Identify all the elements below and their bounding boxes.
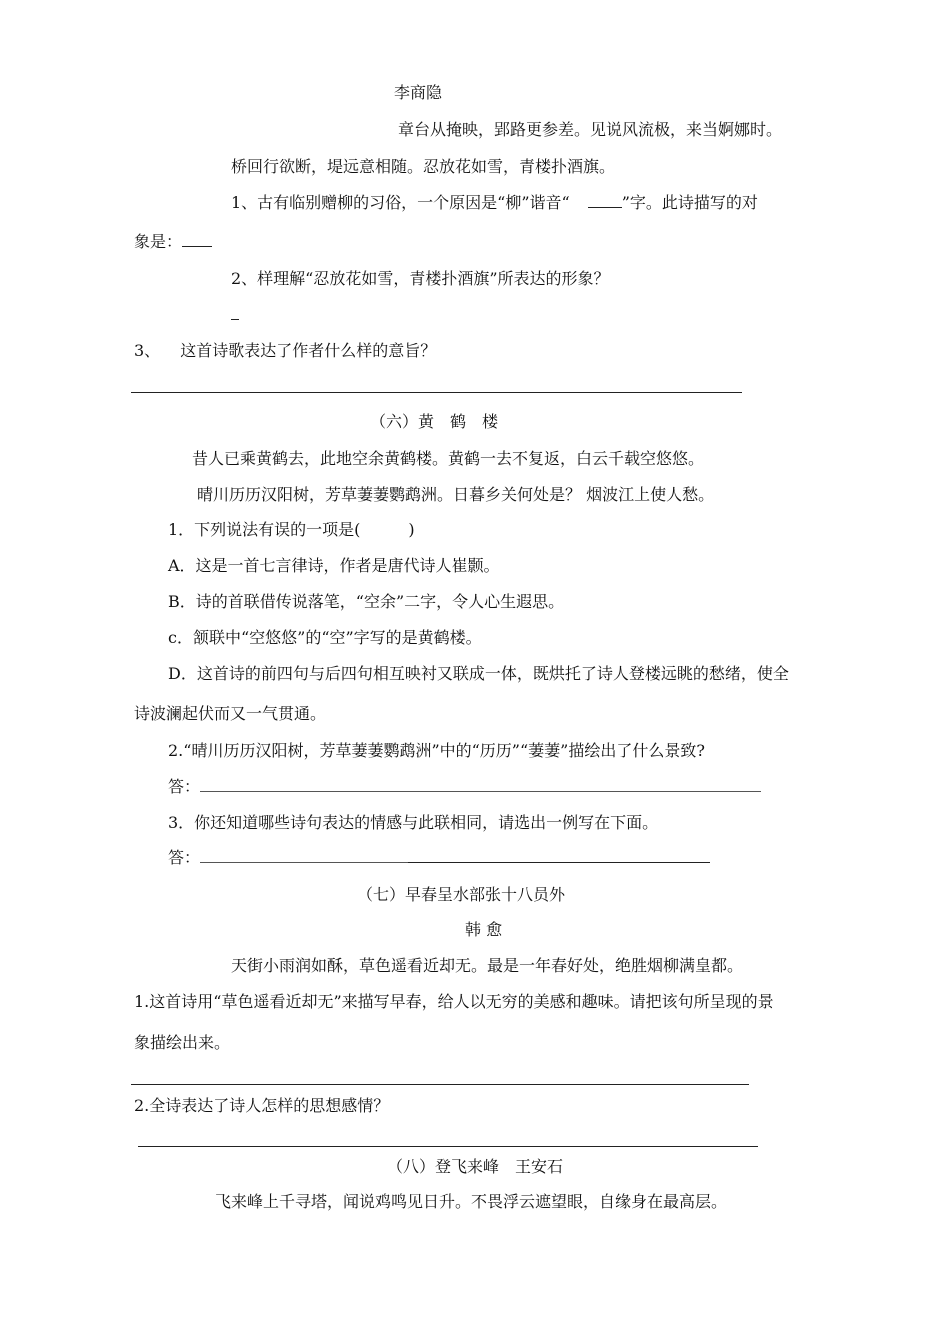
poem6-question-3: 3．你还知道哪些诗句表达的情感与此联相同，请选出一例写在下面。 — [168, 813, 659, 832]
poem7-question-2: 2.全诗表达了诗人怎样的思想感情？ — [134, 1096, 390, 1115]
poem6-q2-answer — [168, 777, 761, 797]
poem6-title: （六）黄 鹤 楼 — [370, 412, 499, 431]
answer-blank[interactable] — [231, 305, 239, 320]
poem5-line1: 章台从掩映，郢路更参差。见说风流极，来当婀娜时。 — [398, 120, 783, 139]
poem6-option-d-cont: 诗波澜起伏而又一气贯通。 — [134, 704, 327, 723]
poem5-question-1 — [231, 193, 758, 213]
poem7-line1: 天街小雨润如酥，草色遥看近却无。最是一年春好处，绝胜烟柳满皇都。 — [231, 956, 744, 975]
poem5-question-2: 2、样理解“忍放花如雪，青楼扑酒旗”所表达的形象？ — [231, 269, 610, 288]
poem6-q3-answer — [168, 848, 710, 868]
poem6-line2: 晴川历历汉阳树，芳草萋萋鹦鹉洲。日暮乡关何处是？ 烟波江上使人愁。 — [197, 485, 715, 504]
poem6-option-c: c．颔联中“空悠悠”的“空”字写的是黄鹤楼。 — [168, 628, 482, 647]
poem8-line1: 飞来峰上千寻塔，闻说鸡鸣见日升。不畏浮云遮望眼，自缘身在最高层。 — [215, 1192, 728, 1211]
poem6-option-b: B．诗的首联借传说落笔，“空余”二字，令人心生遐思。 — [168, 592, 565, 611]
poem6-question-1: 1．下列说法有误的一项是( ) — [168, 520, 415, 539]
poem5-question-3 — [134, 341, 436, 361]
answer-blank[interactable] — [588, 193, 622, 208]
poem5-question-1-cont — [134, 232, 212, 252]
poem7-question-1: 1.这首诗用“草色遥看近却无”来描写早春，给人以无穷的美感和趣味。请把该句所呈现的景 — [134, 992, 774, 1011]
poem6-line1: 昔人已乘黄鹤去，此地空余黄鹤楼。黄鹤一去不复返，白云千载空悠悠。 — [192, 449, 705, 468]
poem6-option-a: A．这是一首七言律诗，作者是唐代诗人崔颢。 — [168, 556, 500, 575]
poem5-line2: 桥回行欲断，堤远意相随。忍放花如雪，青楼扑酒旗。 — [231, 157, 616, 176]
answer-rule — [138, 1146, 758, 1147]
poem8-title: （八）登飞来峰 王安石 — [387, 1157, 564, 1176]
poem5-q3-text: 这首诗歌表达了作者什么样的意旨？ — [180, 341, 437, 360]
answer-label: 答： — [168, 777, 201, 796]
answer-rule — [131, 1084, 749, 1085]
poem7-question-1-cont: 象描绘出来。 — [134, 1033, 231, 1052]
answer-blank[interactable] — [182, 232, 212, 247]
answer-line[interactable] — [200, 848, 408, 863]
poem5-q1-text-c: 象是： — [134, 232, 183, 251]
poem7-author: 韩 愈 — [465, 920, 503, 939]
poem5-q3-number: 3、 — [134, 341, 161, 360]
poem5-author: 李商隐 — [394, 83, 443, 102]
poem6-option-d: D．这首诗的前四句与后四句相互映衬又联成一体，既烘托了诗人登楼远眺的愁绪，使全 — [168, 664, 789, 683]
answer-label: 答： — [168, 848, 201, 867]
poem5-q1-text-a: 1、古有临别赠柳的习俗，一个原因是“柳”谐音“ — [231, 193, 570, 212]
poem5-q2-answer — [231, 305, 239, 325]
poem5-q1-text-b: ”字。此诗描写的对 — [621, 193, 758, 212]
answer-line[interactable] — [200, 777, 761, 792]
poem7-title: （七）早春呈水部张十八员外 — [357, 885, 566, 904]
answer-rule — [131, 392, 742, 393]
answer-line[interactable] — [408, 848, 710, 863]
poem6-question-2: 2.“晴川历历汉阳树，芳草萋萋鹦鹉洲”中的“历历”“萋萋”描绘出了什么景致? — [168, 741, 705, 760]
